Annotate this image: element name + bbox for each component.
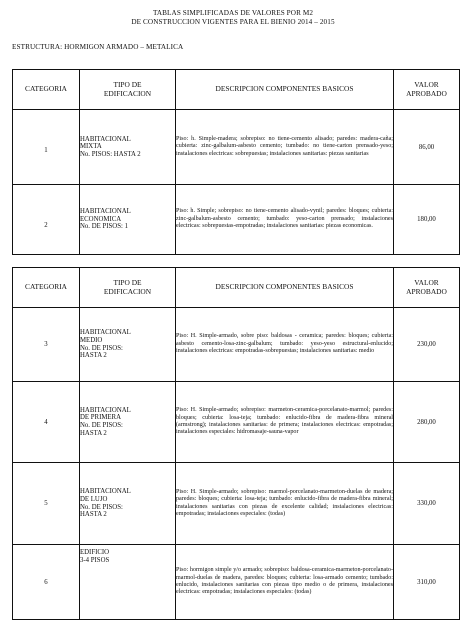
tipo-line: HASTA 2: [80, 429, 107, 437]
tipo-line: HABITACIONAL: [80, 208, 131, 216]
categoria-cell: 5: [13, 463, 80, 545]
tipo-line: HASTA 2: [80, 511, 107, 519]
table-header-row: [13, 268, 460, 308]
structure-label: ESTRUCTURA: HORMIGON ARMADO – METALICA: [12, 43, 184, 51]
header-tipo-line-2: EDIFICACION: [103, 88, 152, 98]
table-row: [13, 308, 460, 382]
valor-cell: 180,00: [394, 185, 460, 255]
descripcion-cell: Piso: hormigon simple y/o armado; sobrepiso: baldosa-ceramica-marmeton-porcelanato- marmol-duelas de madera, paredes: bloques; cubierta: losa-armado cemento; tumbado: enlucido, instalaciones sanitarias con piezas tipo medio o de primera, instalaciones electricas: empotradas; instalaciones especiales: (todas): [176, 545, 394, 620]
header-tipo-line-1: TIPO DE: [113, 80, 142, 90]
header-tipo-line-2: EDIFICACION: [103, 286, 152, 296]
tipo-line: No. DE PISOS:: [80, 422, 123, 429]
tipo-line: HASTA 2: [80, 352, 107, 360]
tipo-line: HABITACIONAL: [80, 406, 131, 414]
tipo-line: ECONOMICA: [80, 215, 122, 223]
categoria-value: 2: [44, 222, 48, 229]
descripcion-cell: Piso: h. Simple; sobrepiso: no tiene-cemento alisado-vynil; paredes: bloques; cubierta: zinc-galbalum-asbesto cemento; tumbado: yeso-carton prensado; instalaciones electricas: sobrepuestas-empotradas; instalaciones sanitarias: piezas economicas.: [176, 185, 394, 255]
tipo-line: DE PRIMERA: [80, 414, 121, 422]
header-valor-line-1: VALOR: [414, 80, 439, 90]
tipo-line: DE LUJO: [80, 495, 108, 503]
valor-cell: 86,00: [394, 110, 460, 185]
table-row: [13, 185, 460, 255]
header-descripcion: DESCRIPCION COMPONENTES BASICOS: [176, 268, 394, 308]
categoria-cell: [13, 110, 80, 185]
tipo-cell: [80, 308, 176, 382]
header-valor-line-1: VALOR: [414, 278, 439, 288]
tipo-cell: [80, 545, 176, 620]
categoria-cell: 6: [13, 545, 80, 620]
header-tipo: [80, 268, 176, 308]
tipo-line: 3-4 PISOS: [80, 556, 110, 564]
descripcion-cell: Piso: H. Simple-armado, sobre piso: baldosas - ceramica; paredes: bloques; cubierta: asbesto cemento-losa-zinc-galbalum; tumbado: yeso-yeso estructural-enlucido; instalaciones electricas: empotradas-sobrepuestas; instalaciones sanitarias: medio: [176, 308, 394, 382]
values-table-1: [12, 69, 460, 255]
header-categoria: CATEGORIA: [13, 70, 80, 110]
tipo-line: No. DE PISOS:: [80, 503, 123, 511]
header-tipo: [80, 70, 176, 110]
tipo-line: HABITACIONAL: [80, 488, 131, 496]
table-row: [13, 110, 460, 185]
values-table-2: [12, 267, 460, 620]
header-valor-line-2: APROBADO: [406, 88, 447, 98]
table-row: [13, 463, 460, 545]
tipo-line: MEDIO: [80, 336, 103, 344]
tipo-line: No. DE PISOS:: [80, 344, 123, 352]
descripcion-cell: Piso: H. Simple-armado; sobrepiso: marmeton-ceramica-porcelanato-marmol; paredes: bloques; cubierta: losa-teja; tumbado: enlucido-fibra de madera-fibra mineral (armstrong); instalaciones sanitarias: de primera; instalaciones electricas: empotradas; instalaciones especiales: hidromasaje-sauna-vapor: [176, 382, 394, 463]
header-categoria: CATEGORIA: [13, 268, 80, 308]
table-row: [13, 545, 460, 620]
tipo-line: HABITACIONAL: [80, 135, 131, 143]
valor-cell: 330,00: [394, 463, 460, 545]
header-valor-line-2: APROBADO: [406, 286, 447, 296]
tipo-cell: [80, 110, 176, 185]
table-row: [13, 382, 460, 463]
tipo-cell: [80, 185, 176, 255]
tipo-cell: [80, 463, 176, 545]
document-title-line-2: DE CONSTRUCCION VIGENTES PARA EL BIENIO 2014 – 2015: [131, 18, 335, 26]
categoria-cell: [13, 185, 80, 255]
tipo-line: EDIFICIO: [80, 549, 110, 556]
valor-cell: 280,00: [394, 382, 460, 463]
tipo-line: HABITACIONAL: [80, 329, 131, 337]
header-descripcion: DESCRIPCION COMPONENTES BASICOS: [176, 70, 394, 110]
tipo-cell: [80, 382, 176, 463]
tipo-line: No. DE PISOS: 1: [80, 223, 128, 231]
tipo-line: MIXTA: [80, 143, 102, 151]
header-valor: [394, 70, 460, 110]
descripcion-cell: Piso: H. Simple-armado; sobrepiso: marmol-porcelanato-marmeton-duelas de madera; paredes: bloques; cubierta: losa-teja; tumbado: enlucido-fibra de madera-fibra mineral; instalaciones sanitarias con piezas de excelente calidad; instalaciones electricas: empotradas; instalaciones especiales: (todas): [176, 463, 394, 545]
tipo-line: No. PISOS: HASTA 2: [80, 150, 141, 158]
header-valor: [394, 268, 460, 308]
categoria-value: 1: [44, 146, 48, 154]
categoria-cell: 3: [13, 308, 80, 382]
document-title-line-1: TABLAS SIMPLIFICADAS DE VALORES POR M2: [152, 9, 314, 17]
categoria-cell: 4: [13, 382, 80, 463]
header-tipo-line-1: TIPO DE: [113, 278, 142, 288]
descripcion-cell: Piso: h. Simple-madera; sobrepiso: no tiene-cemento alisado; paredes: madera-caña; cubierta: zinc-galbalum-asbesto cemento; tumbado: no tiene-carton prensado-yeso; instalaciones electricas: sobrepuestas; instalaciones sanitarias: piezas sanitarias: [176, 110, 394, 185]
table-header-row: [13, 70, 460, 110]
valor-cell: 310,00: [394, 545, 460, 620]
valor-cell: 230,00: [394, 308, 460, 382]
